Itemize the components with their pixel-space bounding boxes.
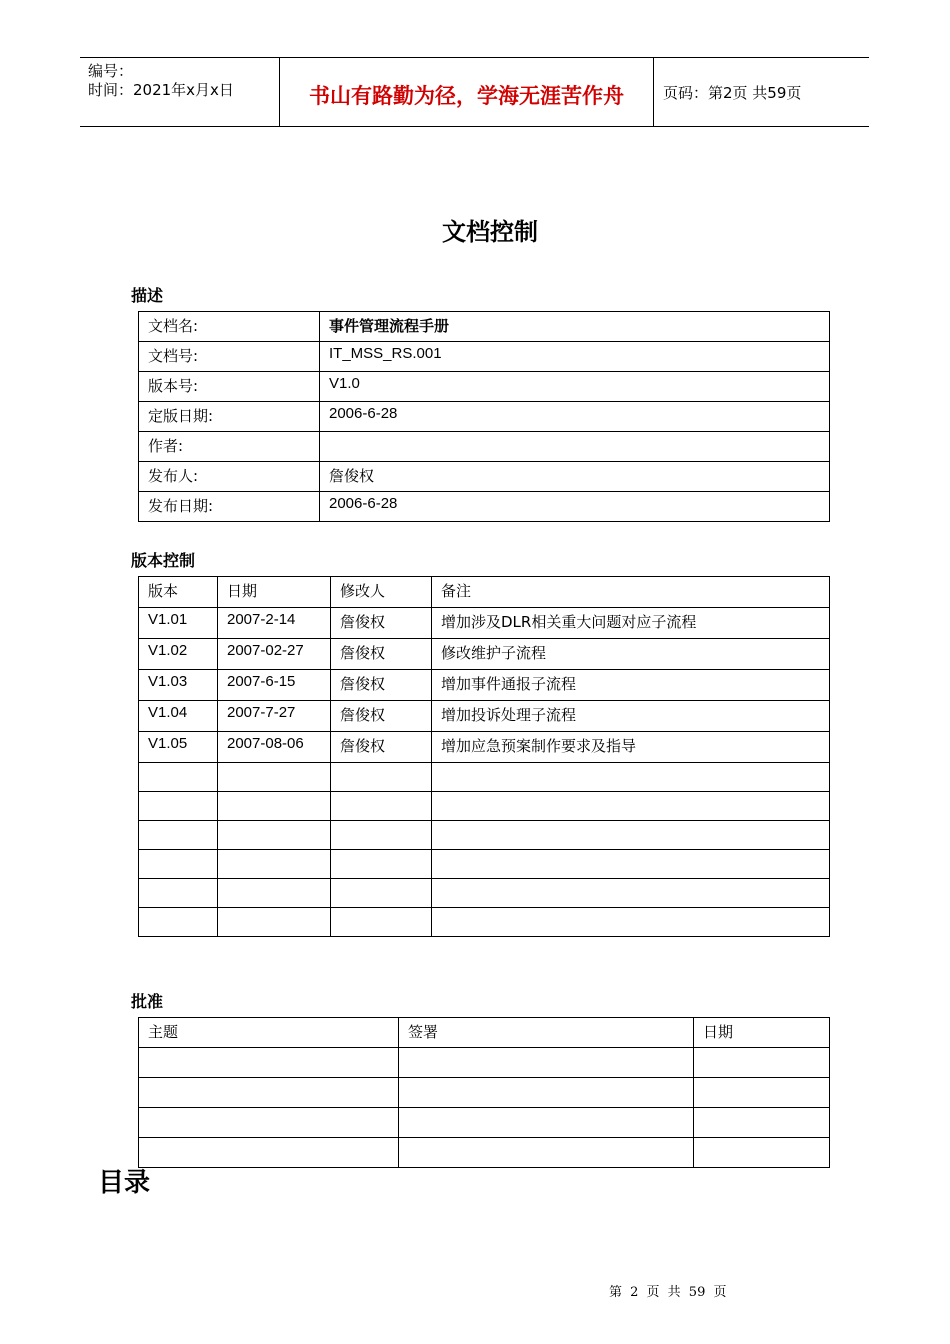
empty-row	[139, 850, 830, 879]
column-header: 版本	[139, 577, 218, 608]
date-cell: 2007-08-06	[218, 732, 331, 763]
date-cell: 2007-7-27	[218, 701, 331, 732]
editor-cell: 詹俊权	[331, 701, 432, 732]
field-label: 发布人:	[139, 462, 320, 492]
table-header-row	[139, 1018, 830, 1048]
note-cell: 增加投诉处理子流程	[432, 701, 830, 732]
field-label: 定版日期:	[139, 402, 320, 432]
empty-row	[139, 908, 830, 937]
table-row	[139, 492, 830, 522]
note-cell: 增加应急预案制作要求及指导	[432, 732, 830, 763]
table-row	[139, 312, 830, 342]
empty-row	[139, 1108, 830, 1138]
table-row	[139, 670, 830, 701]
empty-row	[139, 792, 830, 821]
table-row	[139, 639, 830, 670]
header-motto: 书山有路勤为径，学海无涯苦作舟	[309, 83, 624, 108]
version-cell: V1.01	[139, 608, 218, 639]
empty-row	[139, 879, 830, 908]
table-row	[139, 701, 830, 732]
date-cell: 2007-6-15	[218, 670, 331, 701]
field-label: 文档号:	[139, 342, 320, 372]
column-header: 备注	[432, 577, 830, 608]
column-header: 签署	[399, 1018, 694, 1048]
field-value: 詹俊权	[320, 462, 830, 492]
header-page-info: 页码：第2页 共59页	[663, 84, 802, 102]
field-value: 2006-6-28	[320, 492, 830, 522]
version-cell: V1.04	[139, 701, 218, 732]
table-header-row	[139, 577, 830, 608]
field-value: V1.0	[320, 372, 830, 402]
table-row	[139, 342, 830, 372]
table-row	[139, 462, 830, 492]
description-table	[138, 311, 830, 522]
table-row	[139, 608, 830, 639]
empty-row	[139, 1048, 830, 1078]
note-cell: 增加涉及DLR相关重大问题对应子流程	[432, 608, 830, 639]
header-meta	[88, 62, 234, 100]
column-header: 修改人	[331, 577, 432, 608]
field-label: 作者:	[139, 432, 320, 462]
field-label: 文档名:	[139, 312, 320, 342]
header-divider	[653, 58, 654, 126]
table-row	[139, 402, 830, 432]
document-number-label: 编号：	[88, 62, 134, 80]
version-cell: V1.03	[139, 670, 218, 701]
empty-row	[139, 1078, 830, 1108]
column-header: 日期	[694, 1018, 830, 1048]
field-value: 事件管理流程手册	[320, 312, 830, 342]
field-value	[320, 432, 830, 462]
editor-cell: 詹俊权	[331, 639, 432, 670]
field-value: IT_MSS_RS.001	[320, 342, 830, 372]
document-time: 时间：2021年x月x日	[88, 81, 234, 99]
column-header: 主题	[139, 1018, 399, 1048]
version-cell: V1.02	[139, 639, 218, 670]
page-footer: 第 2 页 共 59 页	[609, 1285, 727, 1300]
empty-row	[139, 1138, 830, 1168]
version-control-table	[138, 576, 830, 937]
version-control-heading: 版本控制	[131, 551, 196, 570]
version-cell: V1.05	[139, 732, 218, 763]
table-row	[139, 732, 830, 763]
date-cell: 2007-2-14	[218, 608, 331, 639]
field-label: 版本号:	[139, 372, 320, 402]
column-header: 日期	[218, 577, 331, 608]
field-value: 2006-6-28	[320, 402, 830, 432]
toc-heading: 目录	[98, 1168, 151, 1198]
empty-row	[139, 763, 830, 792]
note-cell: 增加事件通报子流程	[432, 670, 830, 701]
description-heading: 描述	[131, 286, 164, 305]
page-title: 文档控制	[442, 218, 538, 246]
editor-cell: 詹俊权	[331, 608, 432, 639]
empty-row	[139, 821, 830, 850]
approval-table	[138, 1017, 830, 1168]
date-cell: 2007-02-27	[218, 639, 331, 670]
approval-heading: 批准	[131, 992, 164, 1011]
note-cell: 修改维护子流程	[432, 639, 830, 670]
editor-cell: 詹俊权	[331, 732, 432, 763]
table-row	[139, 432, 830, 462]
table-row	[139, 372, 830, 402]
page-header	[80, 57, 869, 127]
editor-cell: 詹俊权	[331, 670, 432, 701]
field-label: 发布日期:	[139, 492, 320, 522]
